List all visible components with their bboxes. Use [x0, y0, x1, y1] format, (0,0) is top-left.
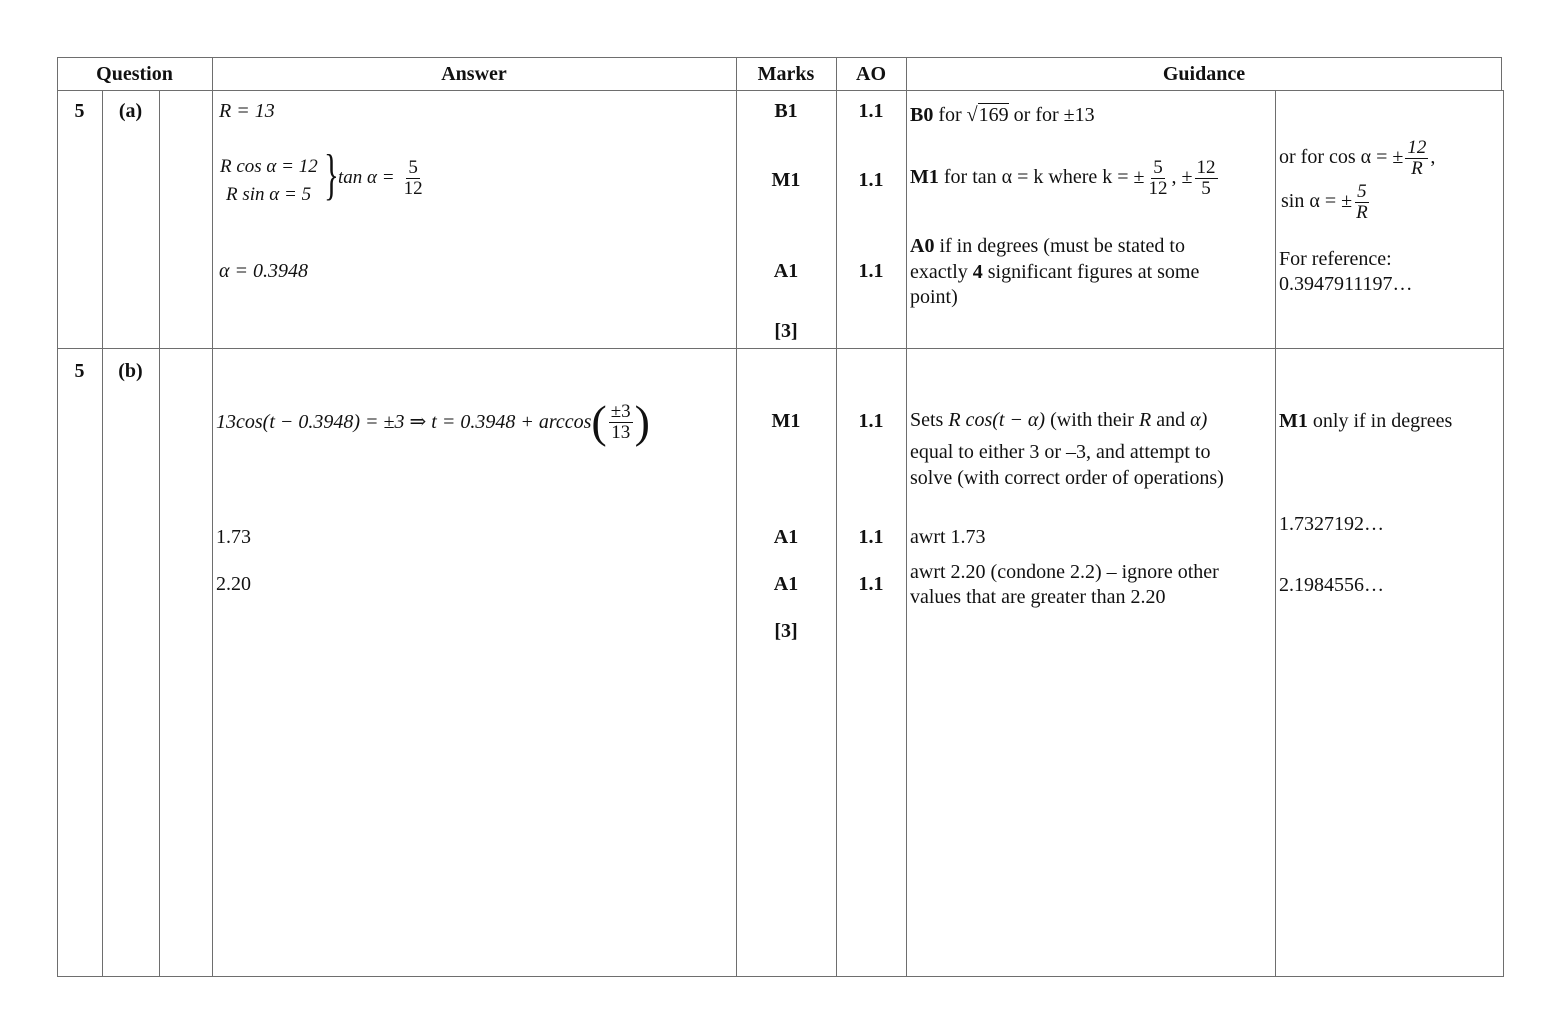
mark-b-r1: M1	[771, 410, 801, 432]
answer-b-r1-expression: 13cos(t − 0.3948) = ±3 ⇒ t = 0.3948 + arccos	[216, 410, 592, 433]
answer-a-r2-tan-label: tan α =	[338, 167, 395, 189]
right-paren-icon: )	[634, 396, 650, 447]
guidance2-a-r2-frac2	[1354, 182, 1370, 223]
guidance2-a-r2-text2: sin α = ±	[1281, 190, 1353, 213]
guidance-b-r3-line1: awrt 2.20 (condone 2.2) – ignore other	[910, 561, 1219, 583]
question-number-b: 5	[74, 360, 85, 382]
guidance2-b-r1	[1279, 409, 1452, 434]
guidance2-a-r2-frac2-num: 5	[1357, 181, 1367, 202]
guidance-b-r1-line1	[910, 408, 1207, 433]
guidance-a-r1-sqrt: 169	[978, 104, 1009, 126]
guidance-a-r2-sep: , ±	[1171, 166, 1193, 189]
question-number-a: 5	[74, 100, 85, 122]
guidance-b-r1-text1e: and	[1156, 409, 1186, 431]
reference-b-r2: 1.7327192…	[1279, 513, 1384, 535]
ao-a-r2: 1.1	[858, 169, 884, 191]
guidance-a-r2-text: for tan α = k where k = ±	[943, 166, 1145, 189]
total-a: [3]	[774, 320, 798, 342]
answer-a-r2-tan	[338, 158, 427, 199]
col-divider-ao-guidance	[906, 57, 907, 977]
ao-a-r3: 1.1	[858, 260, 884, 282]
guidance2-a-r3-line1: For reference:	[1279, 248, 1392, 270]
col-divider-answer-marks	[736, 57, 737, 977]
answer-a-r2-fraction	[402, 158, 425, 199]
reference-b-r3: 2.1984556…	[1279, 574, 1384, 596]
ao-b-r1: 1.1	[858, 410, 884, 432]
right-brace-icon: }	[324, 144, 339, 206]
answer-b-r1-denominator: 13	[611, 421, 631, 443]
guidance-a-r1-text2: or for ±13	[1013, 104, 1095, 126]
header-guidance: Guidance	[1162, 62, 1246, 85]
answer-b-r1-numerator: ±3	[610, 400, 631, 422]
answer-a-r2-denominator: 12	[403, 178, 423, 199]
guidance2-b-r1-bold: M1	[1279, 410, 1308, 432]
mark-b-r2: A1	[773, 526, 799, 548]
mark-b-r3: A1	[773, 573, 799, 595]
guidance-a-r2-frac2-den: 5	[1201, 178, 1211, 199]
guidance-b-r1-text1b: R cos(t − α)	[948, 409, 1046, 431]
table-right-border-body	[1503, 90, 1504, 977]
guidance2-a-r2-line2	[1281, 182, 1372, 223]
guidance2-a-r2-frac2-den: R	[1356, 202, 1368, 223]
col-divider-question-part	[102, 90, 103, 977]
col-divider-question-answer	[212, 57, 213, 977]
guidance-b-r1-line2: equal to either 3 or –3, and attempt to	[910, 441, 1211, 463]
total-b: [3]	[774, 620, 798, 642]
guidance-a-r2-frac1-num: 5	[1153, 157, 1163, 178]
guidance-b-r3-line2: values that are greater than 2.20	[910, 586, 1166, 608]
header-question: Question	[96, 62, 173, 85]
guidance2-a-r2-frac1	[1405, 138, 1428, 179]
guidance2-b-r1-text: only if in degrees	[1312, 410, 1453, 432]
guidance-b-r1-text1c: (with their	[1050, 409, 1134, 431]
mark-a-r2: M1	[771, 169, 801, 191]
mark-a-r1: B1	[774, 100, 798, 122]
answer-b-r2: 1.73	[216, 526, 251, 548]
guidance-a-r2-frac1	[1147, 158, 1170, 199]
guidance-a-r3-text1: if in degrees (must be stated to	[939, 235, 1185, 257]
guidance-a-r2-frac2-num: 12	[1196, 157, 1216, 178]
col-divider-marks-ao	[836, 57, 837, 977]
col-divider-part-sub	[159, 90, 160, 977]
ao-b-r3: 1.1	[858, 573, 884, 595]
left-paren-icon: (	[591, 396, 607, 447]
mark-a-r3: A1	[773, 260, 799, 282]
answer-b-r1	[216, 396, 650, 448]
guidance-b-r1-text1f: α)	[1190, 409, 1208, 431]
guidance-a-r3-bold: A0	[910, 235, 935, 257]
answer-a-r2-line1: R cos α = 12	[220, 156, 318, 177]
guidance2-a-r3-line2: 0.3947911197…	[1279, 273, 1413, 295]
guidance-b-r1-text1a: Sets	[910, 409, 944, 431]
guidance-a-r3-line3: point)	[910, 286, 958, 308]
answer-a-r2-numerator: 5	[408, 157, 418, 178]
header-ao: AO	[856, 62, 886, 85]
guidance-a-r3-line2	[910, 260, 1199, 285]
guidance2-a-r2-line1	[1279, 138, 1435, 179]
guidance-a-r3-text2b: 4	[972, 261, 983, 283]
guidance-a-r2-bold: M1	[910, 166, 939, 189]
ao-a-r1: 1.1	[858, 100, 884, 122]
guidance-a-r3-text2a: exactly	[910, 261, 968, 283]
ao-b-r2: 1.1	[858, 526, 884, 548]
guidance-a-r3-text2c: significant figures at some	[987, 261, 1200, 283]
header-bottom-border	[57, 90, 1504, 91]
guidance2-a-r2-frac1-den: R	[1411, 158, 1423, 179]
guidance-b-r2: awrt 1.73	[910, 526, 986, 548]
guidance-a-r1-text1: for	[938, 104, 962, 126]
guidance-a-r2-frac2	[1195, 158, 1218, 199]
header-marks: Marks	[757, 62, 815, 85]
row-divider-a-b	[57, 348, 1504, 349]
answer-b-r3: 2.20	[216, 573, 251, 595]
question-part-b: (b)	[118, 360, 143, 382]
answer-a-r1: R = 13	[219, 100, 275, 122]
guidance2-a-r2-text1: or for cos α = ±	[1279, 146, 1404, 169]
answer-a-r2-line2: R sin α = 5	[226, 184, 312, 205]
guidance2-a-r2-comma: ,	[1430, 146, 1436, 169]
guidance-a-r1	[910, 103, 1095, 128]
guidance-b-r1-line3: solve (with correct order of operations)	[910, 467, 1224, 489]
answer-b-r1-fraction	[609, 402, 633, 443]
table-bottom-border	[57, 976, 1504, 977]
header-answer: Answer	[441, 62, 507, 85]
guidance-a-r2	[910, 158, 1220, 199]
answer-a-r3: α = 0.3948	[219, 260, 308, 282]
guidance-a-r2-frac1-den: 12	[1148, 178, 1168, 199]
col-divider-guidance-inner	[1275, 90, 1276, 977]
question-part-a: (a)	[118, 100, 143, 122]
sqrt-icon: √	[966, 104, 978, 126]
guidance-b-r1-text1d: R	[1138, 409, 1152, 431]
guidance-a-r3-line1	[910, 234, 1185, 259]
table-left-border	[57, 57, 58, 977]
guidance2-a-r2-frac1-num: 12	[1407, 137, 1427, 158]
guidance-a-r1-bold: B0	[910, 104, 934, 126]
